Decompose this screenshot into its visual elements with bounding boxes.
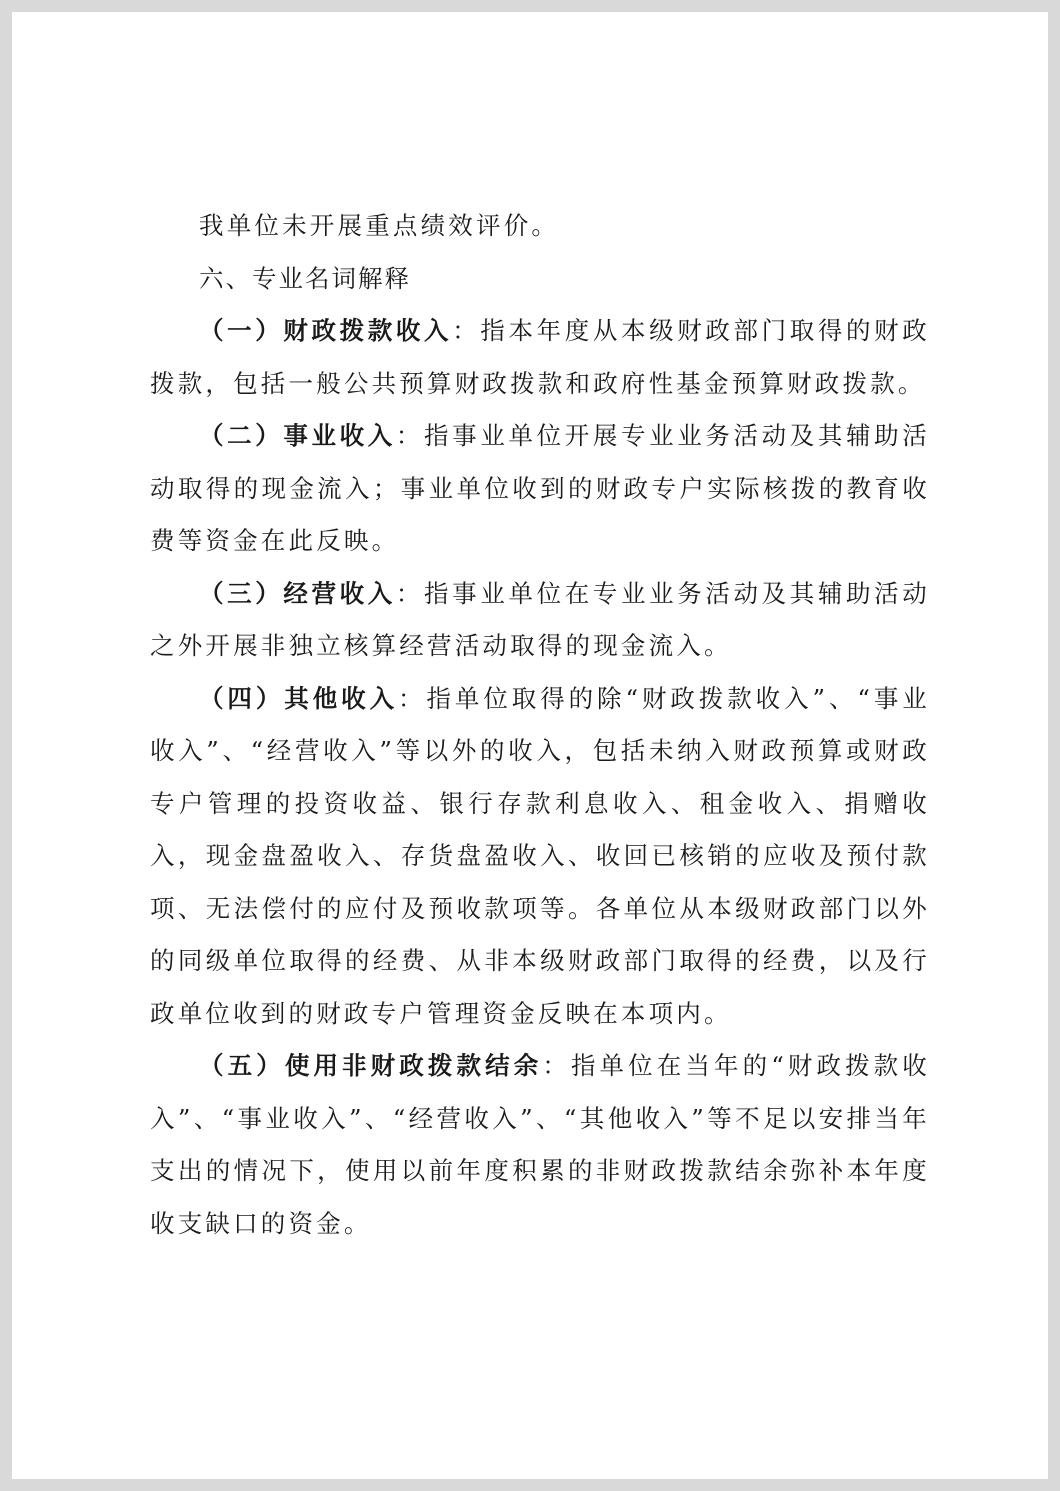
document-body xyxy=(150,200,930,1250)
definition-text: ：指本年度从本级财政部门取得的财政拨款，包括一般公共预算财政拨款和政府性基金预算财政拨款。 xyxy=(150,316,930,398)
definition-text: ：指单位在当年的“财政拨款收入”、“事业收入”、“经营收入”、“其他收入”等不足以安排当年支出的情况下，使用以前年度积累的非财政拨款结余弥补本年度收支缺口的资金。 xyxy=(150,1051,930,1238)
definition-operating-income xyxy=(150,568,930,673)
intro-paragraph: 我单位未开展重点绩效评价。 xyxy=(199,211,560,240)
definition-business-income xyxy=(150,410,930,568)
definition-term: （一）财政拨款收入 xyxy=(199,316,453,345)
definition-term: （四）其他收入 xyxy=(199,683,399,713)
definition-term: （三）经营收入 xyxy=(199,578,396,608)
section-heading: 六、专业名词解释 xyxy=(199,263,411,293)
definition-other-income xyxy=(150,673,930,1041)
definition-non-appropriation-surplus xyxy=(150,1040,930,1250)
definition-text: ：指事业单位在专业业务活动及其辅助活动之外开展非独立核算经营活动取得的现金流入。 xyxy=(150,578,930,660)
definition-text: ：指事业单位开展专业业务活动及其辅助活动取得的现金流入；事业单位收到的财政专户实际核拨的教育收费等资金在此反映。 xyxy=(150,421,930,555)
definition-financial-appropriation xyxy=(150,305,930,410)
definition-term: （二）事业收入 xyxy=(199,421,396,450)
definition-term: （五）使用非财政拨款结余 xyxy=(199,1051,543,1080)
document-page xyxy=(12,12,1048,1479)
definition-text: ：指单位取得的除“财政拨款收入”、“事业收入”、“经营收入”等以外的收入，包括未纳入财政预算或财政专户管理的投资收益、银行存款利息收入、租金收入、捐赠收入，现金盘盈收入、存货盘盈收入、收回已核销的应收及预付款项、无法偿付的应付及预收款项等。各单位从本级财政部门以外的同级单位取得的经费、从非本级财政部门取得的经费，以及行政单位收到的财政专户管理资金反映在本项内。 xyxy=(150,683,931,1028)
